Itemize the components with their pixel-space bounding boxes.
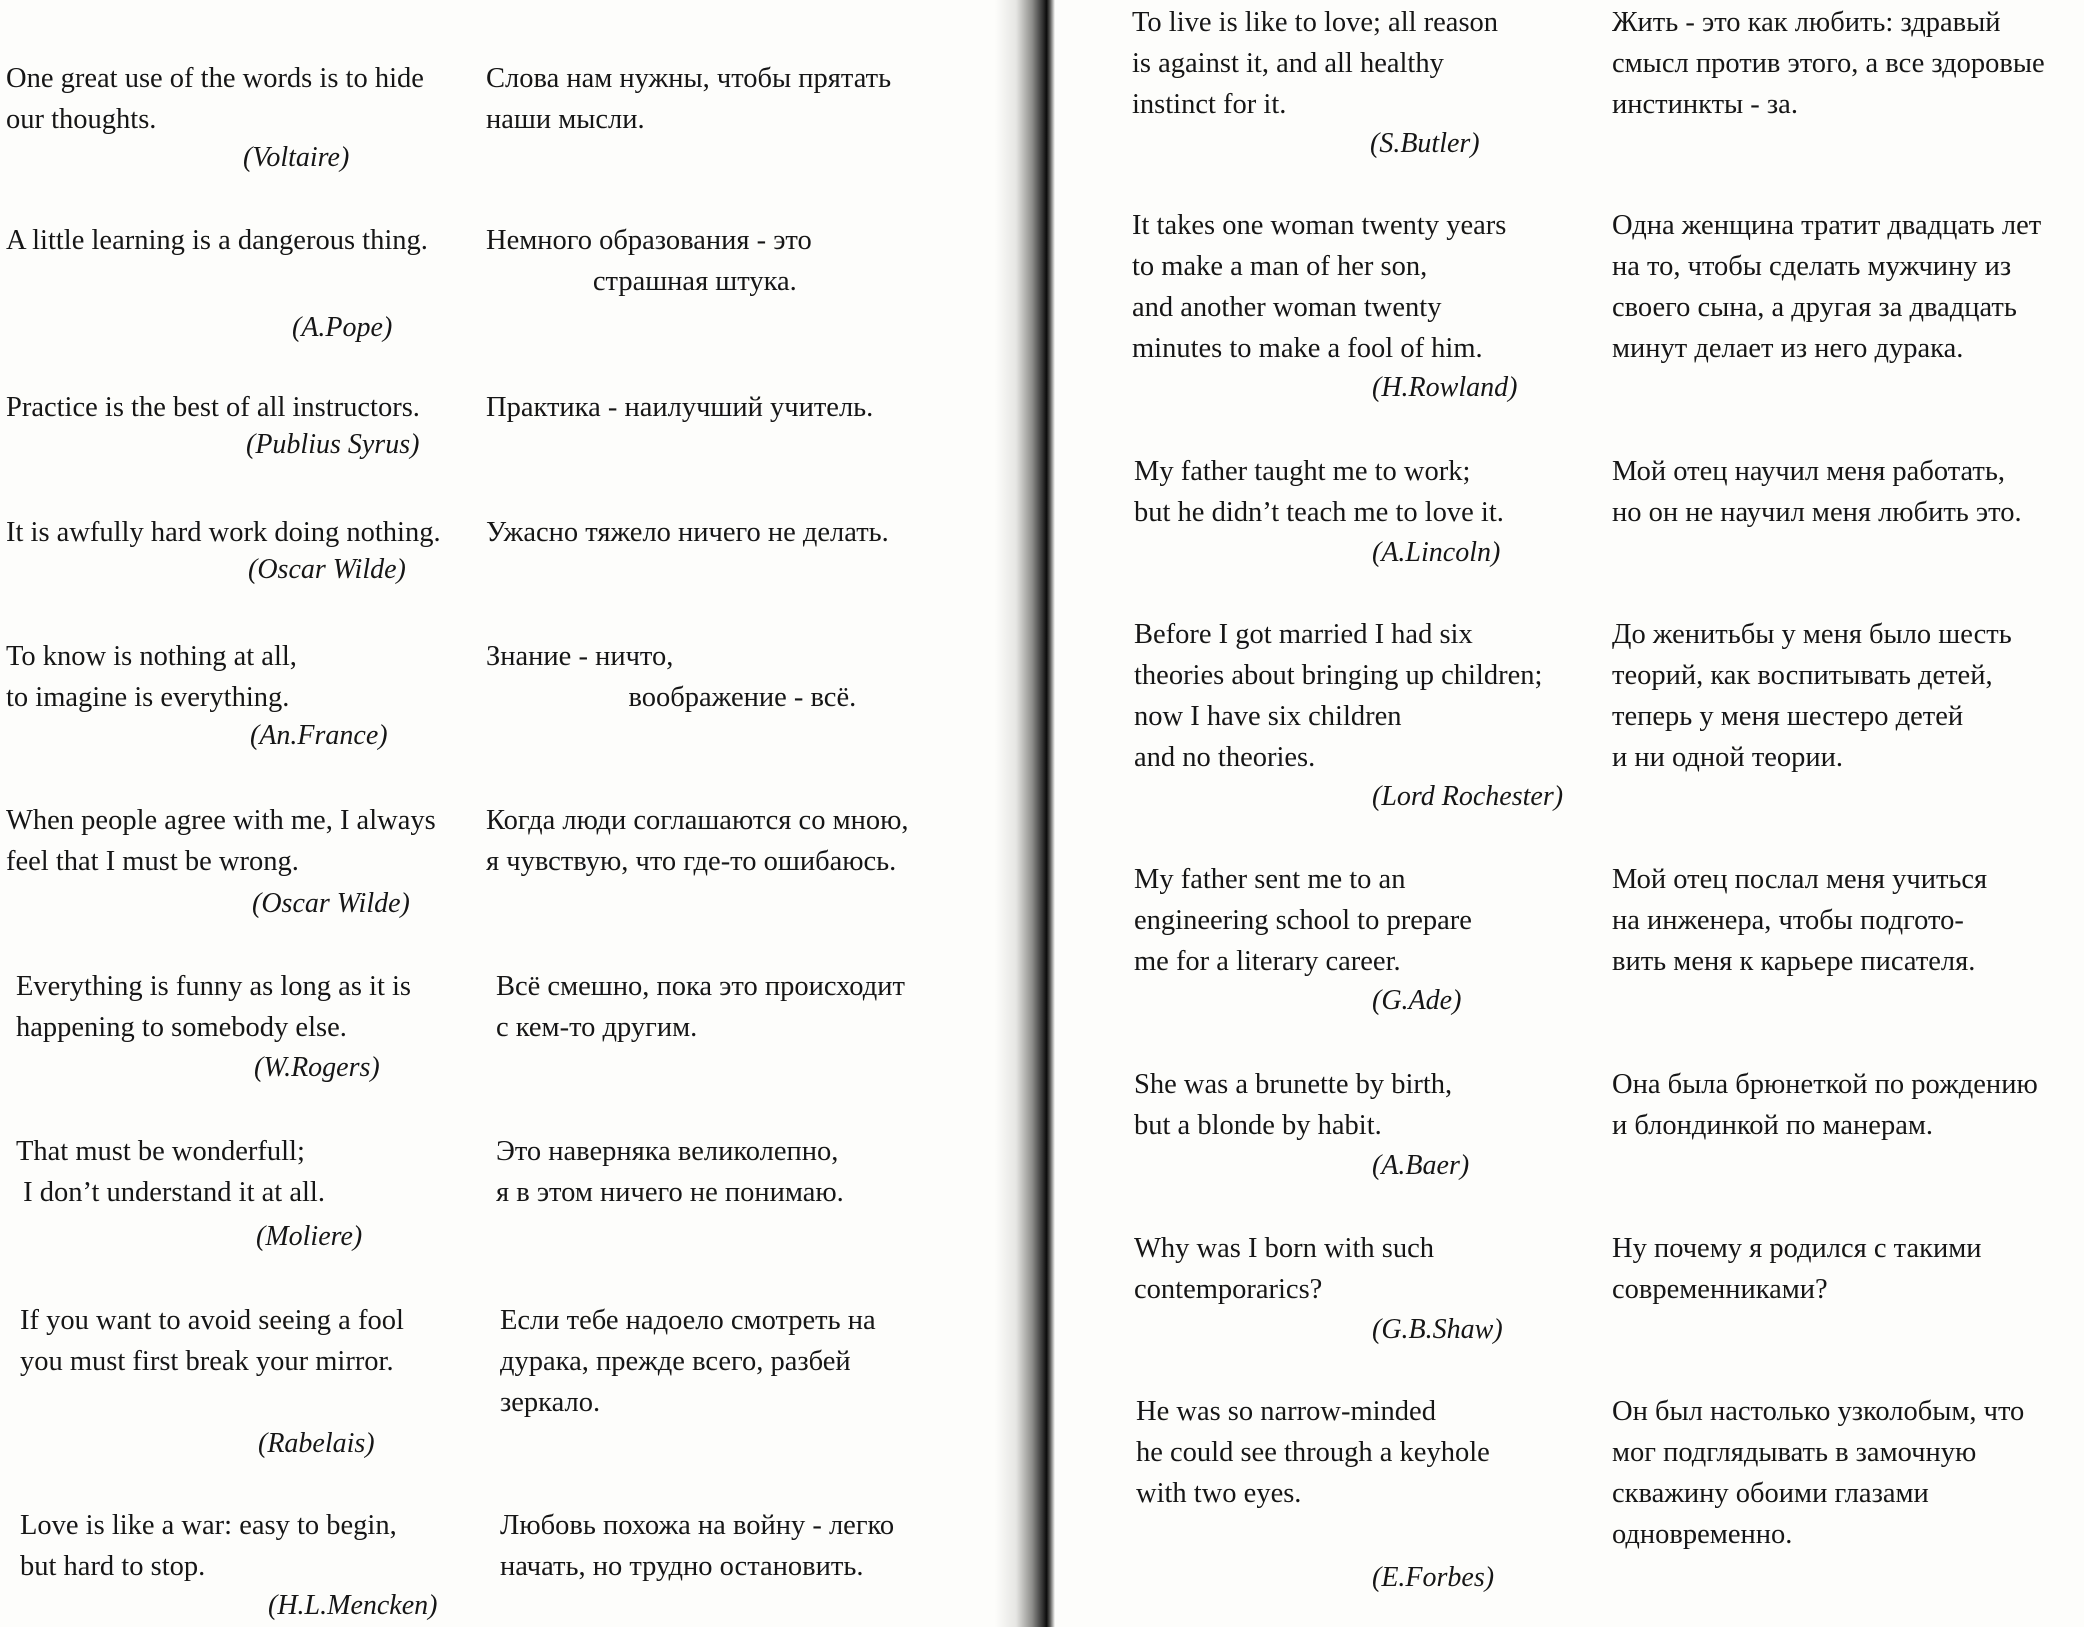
quote-russian: Всё смешно, пока это происходит с кем-то другим. bbox=[496, 971, 905, 1043]
quote-english: My father sent me to an engineering school to prepare me for a literary career. bbox=[1134, 864, 1472, 977]
quote-english: He was so narrow-minded he could see through a keyhole with two eyes. bbox=[1136, 1396, 1490, 1509]
quote-english: Love is like a war: easy to begin, but hard to stop. bbox=[20, 1510, 397, 1582]
book-spine-shadow bbox=[995, 0, 1055, 1627]
quote-russian: Она была брюнеткой по рождению и блондинкой по манерам. bbox=[1612, 1069, 2038, 1141]
quote-english: My father taught me to work; but he didn’t teach me to love it. bbox=[1134, 456, 1504, 528]
quote-english: She was a brunette by birth, but a blonde by habit. bbox=[1134, 1069, 1453, 1141]
quote-russian: Знание - ничто, воображение - всё. bbox=[486, 641, 857, 713]
quote-author: (E.Forbes) bbox=[1372, 1562, 1495, 1593]
quote-russian: Одна женщина тратит двадцать лет на то, чтобы сделать мужчину из своего сына, а другая за двадцать минут делает из него дурака. bbox=[1612, 210, 2042, 364]
quote-author: (An.France) bbox=[250, 720, 388, 751]
quote-russian: Если тебе надоело смотреть на дурака, прежде всего, разбей зеркало. bbox=[500, 1305, 876, 1418]
quote-english: That must be wonderfull; I don’t understand it at all. bbox=[16, 1136, 325, 1208]
quote-english: When people agree with me, I always feel that I must be wrong. bbox=[6, 805, 436, 877]
quote-russian: Когда люди соглашаются со мною, я чувствую, что где-то ошибаюсь. bbox=[486, 805, 909, 877]
quote-english: It is awfully hard work doing nothing. bbox=[6, 517, 441, 548]
quote-russian: Практика - наилучший учитель. bbox=[486, 392, 874, 423]
quote-author: (S.Butler) bbox=[1370, 128, 1480, 159]
right-page bbox=[1120, 0, 2084, 1627]
quote-english: To live is like to love; all reason is against it, and all healthy instinct for it. bbox=[1132, 7, 1499, 120]
quote-author: (G.B.Shaw) bbox=[1372, 1314, 1503, 1345]
quote-author: (G.Ade) bbox=[1372, 985, 1462, 1016]
quote-author: (Voltaire) bbox=[243, 142, 350, 173]
quote-author: (W.Rogers) bbox=[254, 1052, 380, 1083]
quote-english: It takes one woman twenty years to make a man of her son, and another woman twenty minutes to make a fool of him. bbox=[1132, 210, 1507, 364]
quote-english: Practice is the best of all instructors. bbox=[6, 392, 420, 423]
quote-russian: Жить - это как любить: здравый смысл против этого, а все здоровые инстинкты - за. bbox=[1612, 7, 2045, 120]
quote-english: If you want to avoid seeing a fool you must first break your mirror. bbox=[20, 1305, 404, 1377]
quote-english: Why was I born with such contemporarics? bbox=[1134, 1233, 1434, 1305]
quote-russian: Мой отец научил меня работать, но он не научил меня любить это. bbox=[1612, 456, 2022, 528]
quote-author: (A.Pope) bbox=[292, 312, 393, 343]
quote-english: Everything is funny as long as it is happening to somebody else. bbox=[16, 971, 412, 1043]
quote-author: (Oscar Wilde) bbox=[252, 888, 410, 919]
quote-russian: Он был настолько узколобым, что мог подглядывать в замочную скважину обоими глазами одновременно. bbox=[1612, 1396, 2025, 1550]
quote-author: (A.Lincoln) bbox=[1372, 537, 1501, 568]
quote-russian: Немного образования - это страшная штука. bbox=[486, 225, 812, 297]
quote-author: (H.Rowland) bbox=[1372, 372, 1518, 403]
quote-russian: Мой отец послал меня учиться на инженера, чтобы подгото- вить меня к карьере писателя. bbox=[1612, 864, 1988, 977]
quote-author: (Publius Syrus) bbox=[246, 429, 420, 460]
quote-russian: Это наверняка великолепно, я в этом ничего не понимаю. bbox=[496, 1136, 844, 1208]
quote-russian: До женитьбы у меня было шесть теорий, как воспитывать детей, теперь у меня шестеро детей и ни одной теории. bbox=[1612, 619, 2012, 773]
quote-author: (Oscar Wilde) bbox=[248, 554, 406, 585]
quote-english: One great use of the words is to hide our thoughts. bbox=[6, 63, 424, 135]
quote-russian: Любовь похожа на войну - легко начать, но трудно остановить. bbox=[500, 1510, 895, 1582]
quote-english: To know is nothing at all, to imagine is everything. bbox=[6, 641, 297, 713]
quote-russian: Ну почему я родился с такими современниками? bbox=[1612, 1233, 1982, 1305]
quote-english: Before I got married I had six theories about bringing up children; now I have six children and no theories. bbox=[1134, 619, 1543, 773]
quote-russian: Слова нам нужны, чтобы прятать наши мысли. bbox=[486, 63, 892, 135]
quote-author: (A.Baer) bbox=[1372, 1150, 1470, 1181]
quote-english: A little learning is a dangerous thing. bbox=[6, 225, 428, 256]
quote-russian: Ужасно тяжело ничего не делать. bbox=[486, 517, 889, 548]
quote-author: (Lord Rochester) bbox=[1372, 781, 1564, 812]
quote-author: (Rabelais) bbox=[258, 1428, 375, 1459]
quote-author: (H.L.Mencken) bbox=[268, 1590, 438, 1621]
left-page bbox=[0, 0, 990, 1627]
quote-author: (Moliere) bbox=[256, 1221, 363, 1252]
